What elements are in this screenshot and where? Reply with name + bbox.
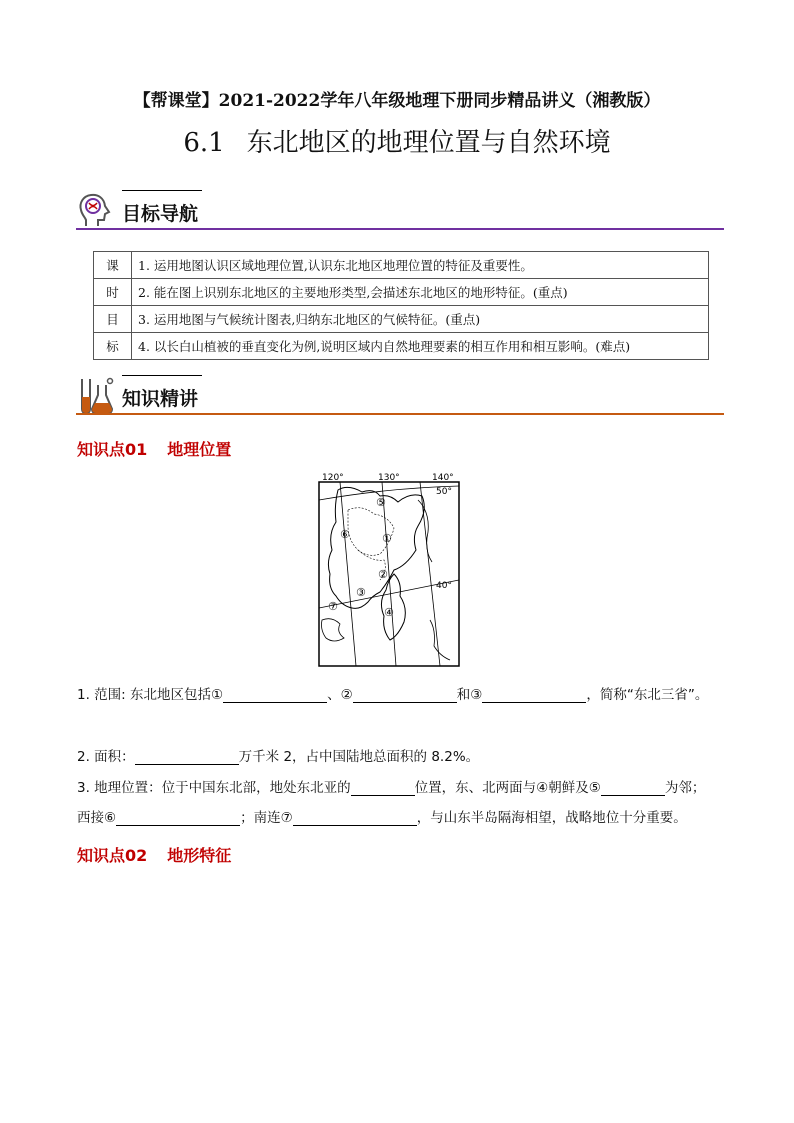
section-decor-line [122,190,202,191]
answer-blank[interactable] [601,781,665,796]
question-1 [77,683,708,703]
lat-label-40: 40° [436,581,452,591]
q1-text: 、② [327,687,353,703]
kp-number: 知识点01 [77,440,148,459]
row-key: 时 [94,279,132,306]
goals-table [93,251,709,360]
answer-blank[interactable] [482,688,586,703]
row-text: 2. 能在图上识别东北地区的主要地形类型,会描述东北地区的地形特征。(重点) [132,279,709,306]
marker-3: ③ [356,586,366,599]
kp-title: 地理位置 [167,440,232,459]
kp-title: 地形特征 [167,846,232,865]
section-title-goals: 目标导航 [122,203,199,225]
q1-text: 和③ [456,687,483,703]
q3-text: 为邻； [664,780,706,796]
section-rule-knowledge [76,413,724,415]
q3-text: ；南连⑦ [240,810,293,826]
knowledge-point-2-heading [77,843,231,866]
lon-label-120: 120° [322,473,344,483]
brain-head-icon [76,190,116,230]
answer-blank[interactable] [353,688,457,703]
marker-7: ⑦ [328,600,338,613]
chapter-heading [0,122,794,159]
table-row [94,306,709,333]
answer-blank[interactable] [116,811,240,826]
table-row [94,252,709,279]
section-decor-line [122,375,202,376]
lat-label-50: 50° [436,487,452,497]
marker-5: ⑤ [376,496,386,509]
marker-4: ④ [384,606,394,619]
row-key: 标 [94,333,132,360]
lon-label-140: 140° [432,473,454,483]
answer-blank[interactable] [293,811,417,826]
kp-number: 知识点02 [77,846,148,865]
q1-text: 1. 范围: 东北地区包括① [77,687,224,703]
q3-text: 西接⑥ [77,810,117,826]
knowledge-point-1-heading [77,437,231,460]
row-text: 1. 运用地图认识区域地理位置,认识东北地区地理位置的特征及重要性。 [132,252,709,279]
section-title-knowledge: 知识精讲 [122,388,199,410]
section-header-knowledge [76,375,724,415]
row-key: 目 [94,306,132,333]
chapter-title: 东北地区的地理位置与自然环境 [246,128,611,158]
q1-text: ，简称“东北三省”。 [586,687,709,703]
document-title: 【帮课堂】2021-2022学年八年级地理下册同步精品讲义（湘教版） [133,91,661,111]
q3-text: 位置，东、北两面与④朝鲜及⑤ [414,780,601,796]
marker-2: ② [378,568,388,581]
answer-blank[interactable] [223,688,327,703]
northeast-china-map [318,470,460,668]
lon-label-130: 130° [378,473,400,483]
question-3-line-2 [77,806,687,826]
answer-blank[interactable] [351,781,415,796]
question-3-line-1 [77,776,705,796]
row-text: 3. 运用地图与气候统计图表,归纳东北地区的气候特征。(重点) [132,306,709,333]
q3-text: ，与山东半岛隔海相望，战略地位十分重要。 [416,810,687,826]
q3-text: 3. 地理位置：位于中国东北部，地处东北亚的 [77,780,351,796]
marker-1: ① [382,532,392,545]
row-text: 4. 以长白山植被的垂直变化为例,说明区域内自然地理要素的相互作用和相互影响。(难点) [132,333,709,360]
q2-text: 2. 面积： [77,749,135,765]
q2-text: 万千米 2，占中国陆地总面积的 8.2%。 [238,749,480,765]
question-2 [77,745,479,765]
section-header-goals [76,190,724,230]
section-rule-goals [76,228,724,230]
marker-6: ⑥ [340,528,350,541]
answer-blank[interactable] [135,750,239,765]
table-row [94,333,709,360]
lab-flask-icon [76,375,116,415]
row-key: 课 [94,252,132,279]
chapter-number: 6.1 [183,128,225,158]
table-row [94,279,709,306]
